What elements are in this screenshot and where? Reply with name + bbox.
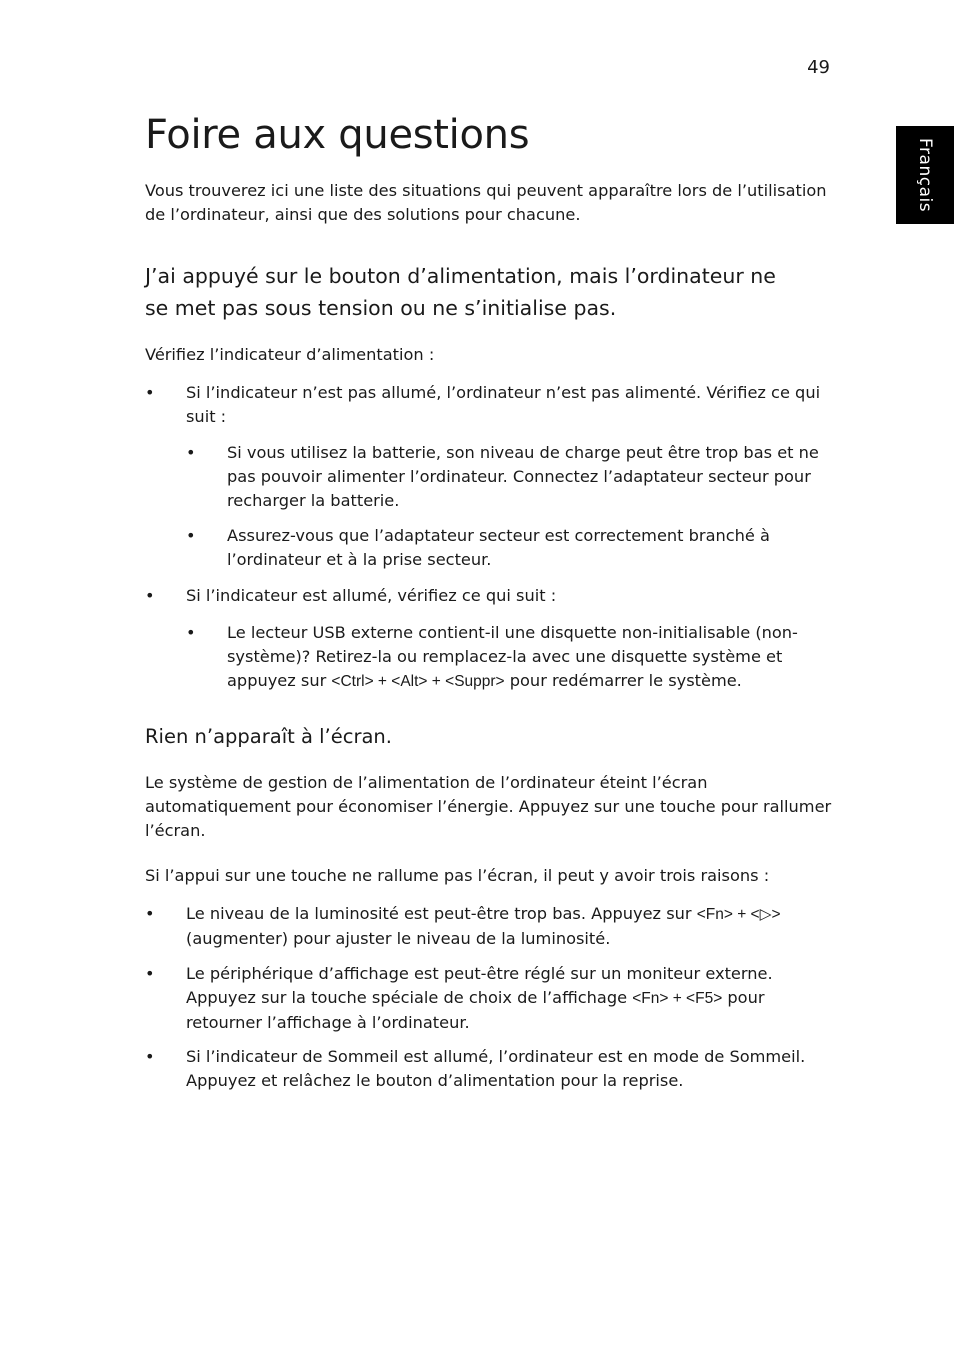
text-run: pour retourner l’affichage à l’ordinateur. [186, 988, 765, 1032]
language-tab [896, 126, 954, 224]
bullet-icon: • [186, 526, 196, 545]
list-item-text [186, 962, 836, 1035]
section2-paragraph2: Si l’appui sur une touche ne rallume pas l’écran, il peut y avoir trois raisons : [145, 866, 770, 885]
text-run: Le lecteur USB externe contient-il une disquette non-initialisable (non-système)? Retirez-la ou remplacez-la avec une disquette système et appuyez sur [227, 623, 798, 690]
list-item-text: Si l’indicateur de Sommeil est allumé, l’ordinateur est en mode de Sommeil. Appuyez et relâchez le bouton d’alimentation pour la reprise. [186, 1047, 806, 1090]
text-run: (augmenter) pour ajuster le niveau de la luminosité. [186, 929, 611, 948]
bullet-icon: • [186, 443, 196, 462]
list-item-text: Si l’indicateur n’est pas allumé, l’ordinateur n’est pas alimenté. Vérifiez ce qui suit : [186, 383, 821, 426]
bullet-icon: • [145, 586, 155, 605]
section2-paragraph1: Le système de gestion de l’alimentation de l’ordinateur éteint l’écran automatiquement pour économiser l’énergie. Appuyez sur une touche pour rallumer l’écran. [145, 773, 832, 840]
list-item-text [186, 902, 836, 951]
page-number: 49 [807, 57, 830, 78]
page-title: Foire aux questions [145, 112, 530, 158]
bullet-icon: • [145, 964, 155, 983]
key-combination: <Fn> + <▷> [696, 906, 781, 923]
section1-heading-line2: se met pas sous tension ou ne s’initialise pas. [145, 296, 617, 320]
bullet-icon: • [145, 1047, 155, 1066]
section2-heading: Rien n’apparaît à l’écran. [145, 725, 392, 748]
section1-heading [145, 260, 835, 324]
bullet-icon: • [186, 623, 196, 642]
list-item-text: Si vous utilisez la batterie, son niveau de charge peut être trop bas et ne pas pouvoir alimenter l’ordinateur. Connectez l’adaptateur secteur pour recharger la batterie. [227, 443, 819, 510]
language-tab-label: Français [915, 137, 935, 213]
section1-heading-line1: J’ai appuyé sur le bouton d’alimentation, mais l’ordinateur ne [145, 264, 776, 288]
section1-lead: Vérifiez l’indicateur d’alimentation : [145, 345, 435, 364]
list-item-text: Assurez-vous que l’adaptateur secteur est correctement branché à l’ordinateur et à la prise secteur. [227, 526, 770, 569]
text-run: Le niveau de la luminosité est peut-être trop bas. Appuyez sur [186, 904, 697, 923]
text-run: pour redémarrer le système. [504, 671, 742, 690]
key-combination: <Fn> + <F5> [632, 990, 723, 1007]
bullet-icon: • [145, 383, 155, 402]
bullet-icon: • [145, 904, 155, 923]
text-run: Le périphérique d’affichage est peut-être réglé sur un moniteur externe. Appuyez sur la touche spéciale de choix de l’affichage [186, 964, 773, 1007]
list-item-text [227, 621, 829, 694]
key-combination: <Ctrl> + <Alt> + <Suppr> [331, 673, 505, 690]
intro-paragraph: Vous trouverez ici une liste des situations qui peuvent apparaître lors de l’utilisation de l’ordinateur, ainsi que des solutions pour chacune. [145, 181, 827, 224]
list-item-text: Si l’indicateur est allumé, vérifiez ce qui suit : [186, 586, 557, 605]
